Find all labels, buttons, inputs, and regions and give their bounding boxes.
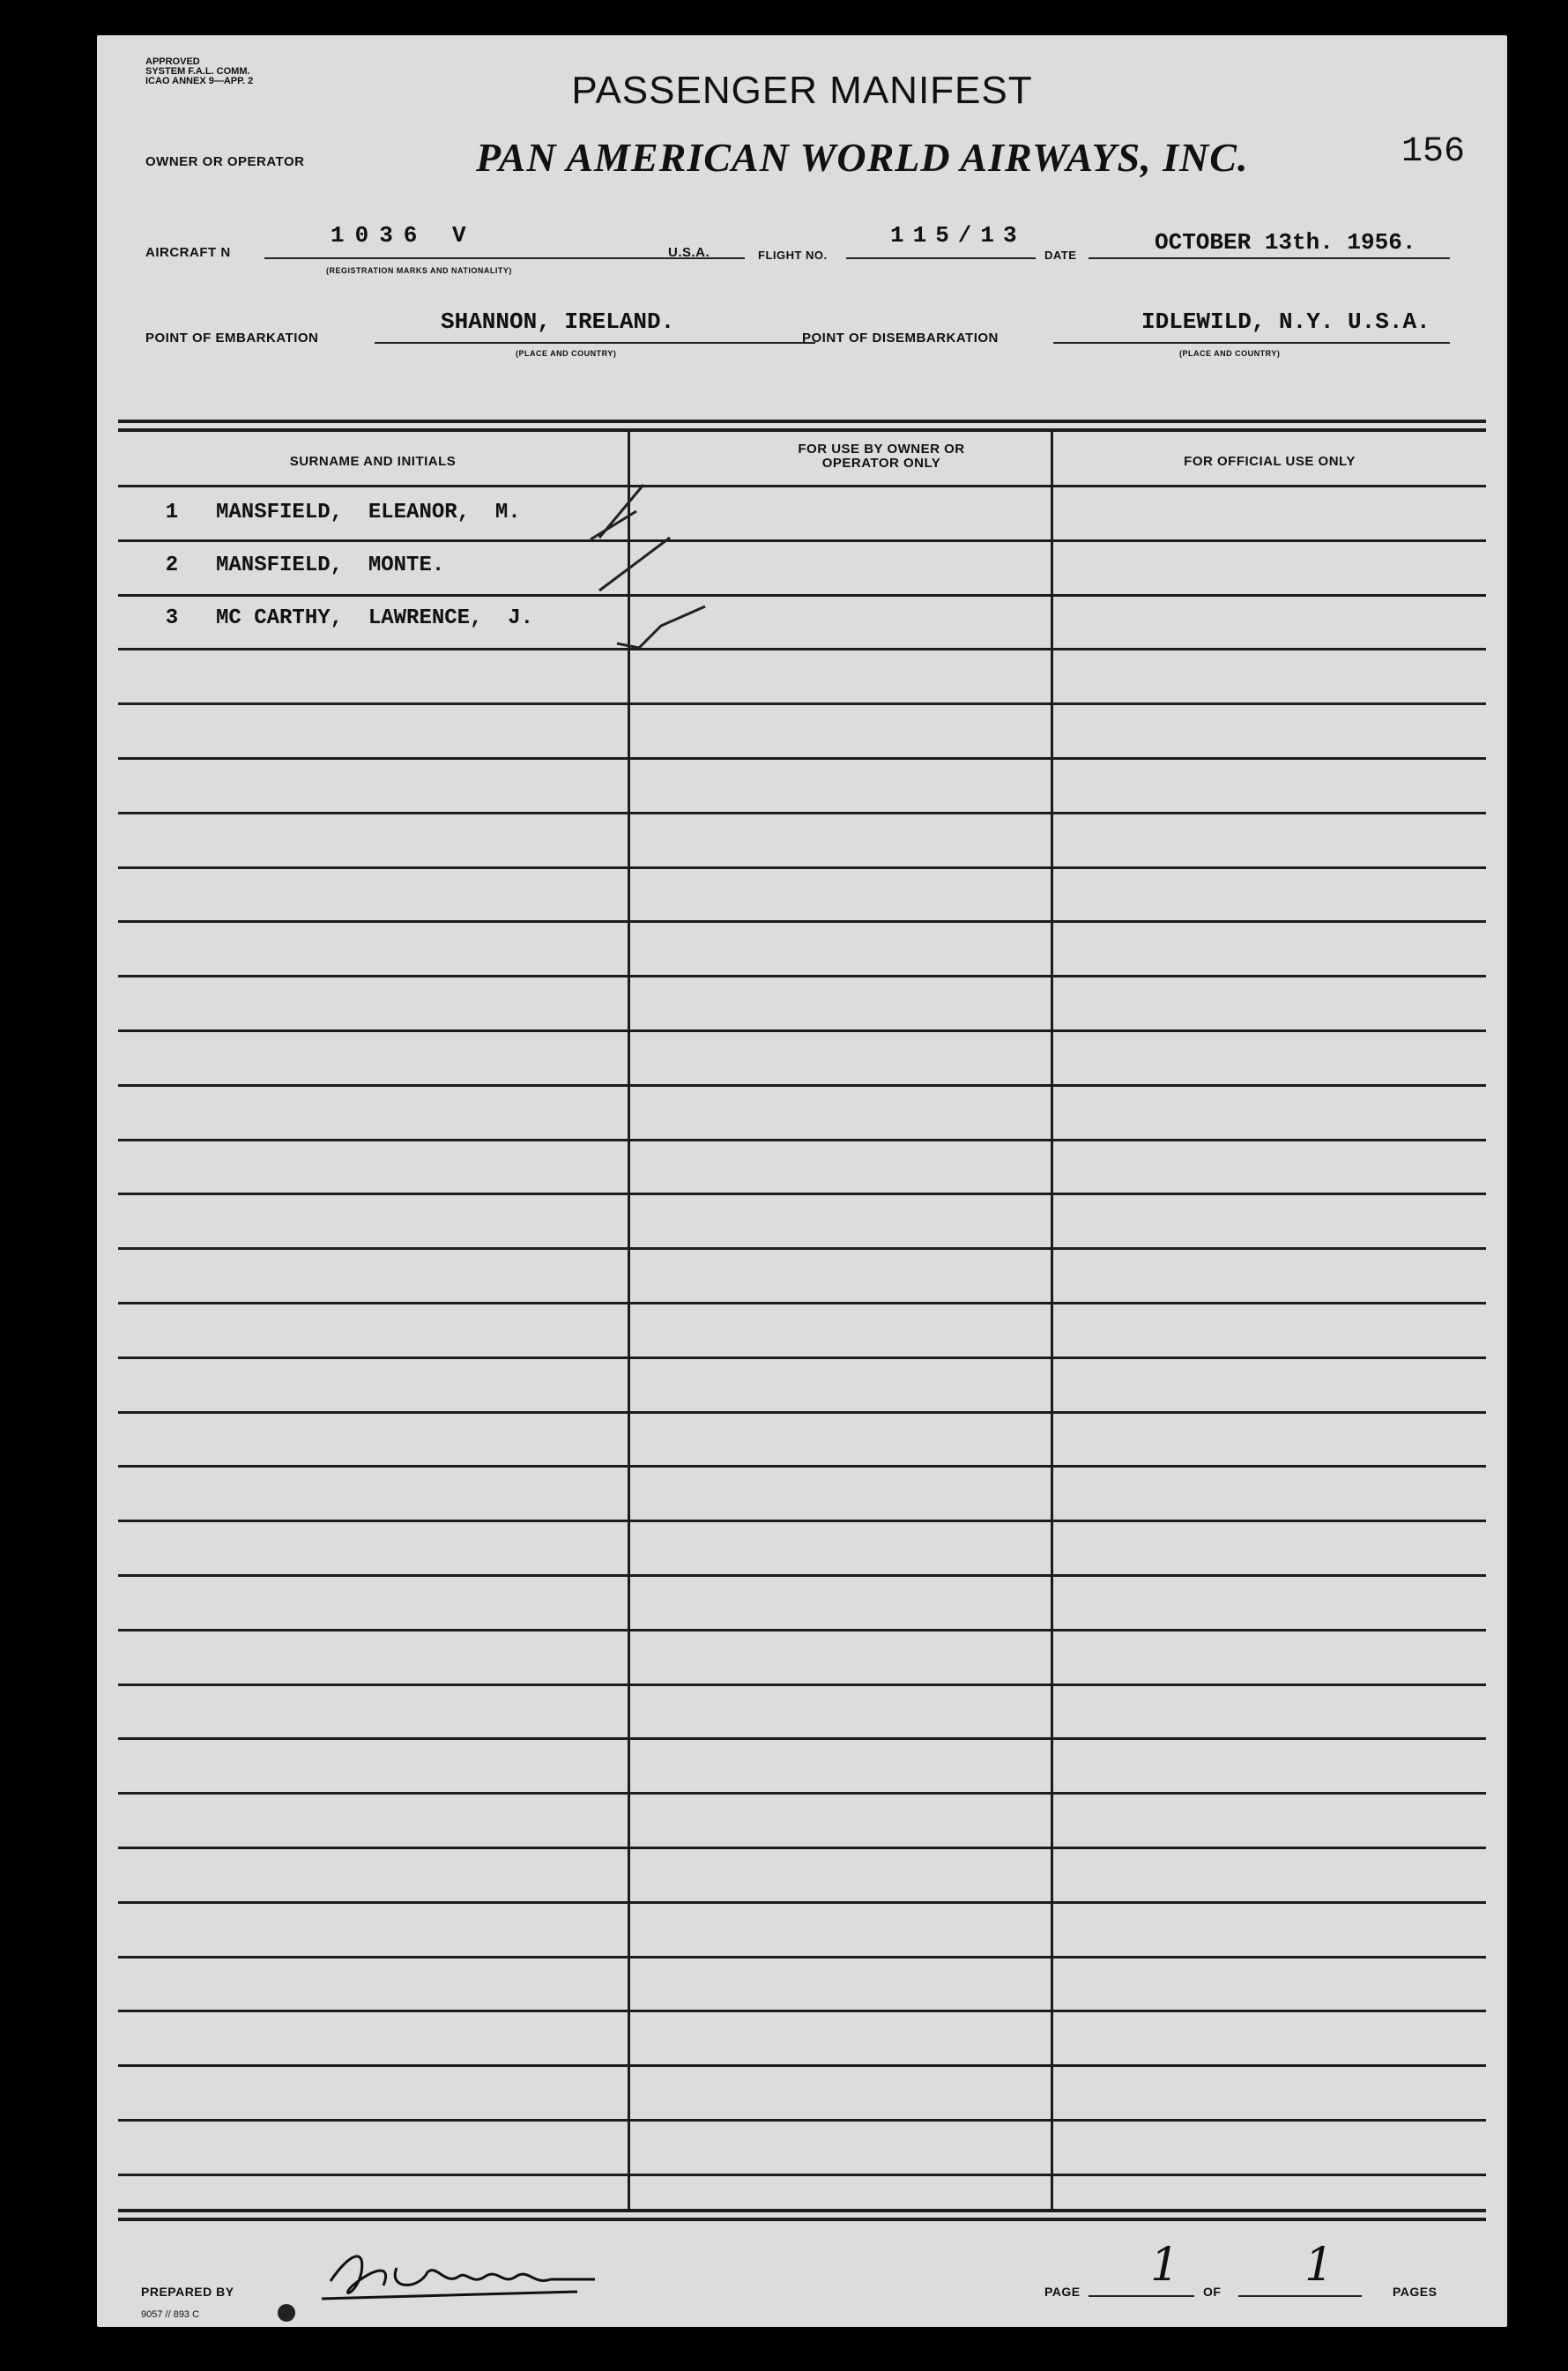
embark-sub: (PLACE AND COUNTRY) bbox=[516, 349, 617, 358]
form-code: 9057 // 893 C bbox=[141, 2309, 200, 2320]
ruled-row-line bbox=[118, 975, 1486, 977]
table-top-rule bbox=[118, 420, 1486, 423]
ruled-row-line bbox=[118, 812, 1486, 814]
passenger-name: MC CARTHY, LAWRENCE, J. bbox=[216, 606, 534, 630]
ruled-row-line bbox=[118, 485, 1486, 487]
flight-label: FLIGHT NO. bbox=[758, 249, 828, 262]
of-underline bbox=[1238, 2265, 1362, 2297]
ruled-row-line bbox=[118, 539, 1486, 542]
page-value: 1 bbox=[1150, 2239, 1180, 2292]
ruled-row-line bbox=[118, 1792, 1486, 1795]
row-number: 1 bbox=[165, 501, 179, 524]
column-divider bbox=[1051, 432, 1053, 2212]
disembark-sub: (PLACE AND COUNTRY) bbox=[1179, 349, 1281, 358]
table-bottom-rule bbox=[118, 2209, 1486, 2212]
embark-label: POINT OF EMBARKATION bbox=[145, 331, 319, 346]
ruled-row-line bbox=[118, 1847, 1486, 1849]
embark-value: SHANNON, IRELAND. bbox=[441, 308, 675, 335]
ruled-row-line bbox=[118, 1302, 1486, 1304]
ruled-row-line bbox=[118, 1139, 1486, 1141]
ruled-row-line bbox=[118, 2119, 1486, 2122]
aircraft-sub: (REGISTRATION MARKS AND NATIONALITY) bbox=[326, 266, 512, 275]
ruled-row-line bbox=[118, 1247, 1486, 1250]
pages-label: PAGES bbox=[1393, 2285, 1438, 2299]
form-title: PASSENGER MANIFEST bbox=[571, 69, 1033, 112]
of-label: OF bbox=[1203, 2285, 1222, 2299]
aircraft-value: 1036 V bbox=[331, 222, 477, 249]
ruled-row-line bbox=[118, 1901, 1486, 1904]
ruled-row-line bbox=[118, 594, 1486, 597]
flight-value: 115/13 bbox=[890, 222, 1026, 249]
ruled-row-line bbox=[118, 1084, 1486, 1087]
table-bottom-rule bbox=[118, 2218, 1486, 2221]
ruled-row-line bbox=[118, 2064, 1486, 2067]
signature-icon bbox=[313, 2237, 604, 2308]
owner-value: PAN AMERICAN WORLD AIRWAYS, INC. bbox=[476, 135, 1249, 180]
ruled-row-line bbox=[118, 920, 1486, 923]
approval-line: APPROVED bbox=[145, 56, 200, 67]
header-surname: SURNAME AND INITIALS bbox=[289, 454, 457, 469]
date-label: DATE bbox=[1044, 249, 1077, 262]
ruled-row-line bbox=[118, 1411, 1486, 1414]
sheet-number: 156 bbox=[1401, 132, 1466, 172]
ruled-row-line bbox=[118, 1629, 1486, 1631]
date-value: OCTOBER 13th. 1956. bbox=[1155, 229, 1416, 256]
table-top-rule bbox=[118, 428, 1486, 432]
row-number: 3 bbox=[165, 606, 179, 630]
ruled-row-line bbox=[118, 1956, 1486, 1958]
ruled-row-line bbox=[118, 1574, 1486, 1577]
pages-value: 1 bbox=[1304, 2239, 1334, 2292]
ruled-row-line bbox=[118, 2010, 1486, 2012]
ruled-row-line bbox=[118, 702, 1486, 705]
union-bug-icon bbox=[278, 2304, 295, 2322]
column-divider bbox=[628, 432, 630, 2212]
header-official-use: FOR OFFICIAL USE ONLY bbox=[1184, 454, 1356, 469]
manifest-sheet bbox=[97, 35, 1507, 2327]
approval-line: SYSTEM F.A.L. COMM. bbox=[145, 66, 250, 77]
aircraft-label: AIRCRAFT N bbox=[145, 245, 231, 260]
owner-label: OWNER OR OPERATOR bbox=[145, 154, 305, 169]
ruled-row-line bbox=[118, 1356, 1486, 1359]
ruled-row-line bbox=[118, 1683, 1486, 1686]
ruled-row-line bbox=[118, 866, 1486, 869]
disembark-label: POINT OF DISEMBARKATION bbox=[802, 331, 999, 346]
ruled-row-line bbox=[118, 1520, 1486, 1522]
ruled-row-line bbox=[118, 648, 1486, 650]
prepared-by-label: PREPARED BY bbox=[141, 2285, 234, 2299]
ruled-row-line bbox=[118, 1737, 1486, 1740]
passenger-name: MANSFIELD, MONTE. bbox=[216, 554, 445, 577]
ruled-row-line bbox=[118, 1193, 1486, 1195]
ruled-row-line bbox=[118, 2174, 1486, 2176]
row-number: 2 bbox=[165, 554, 179, 577]
passenger-name: MANSFIELD, ELEANOR, M. bbox=[216, 501, 521, 524]
usa-label: U.S.A. bbox=[668, 245, 710, 260]
approval-line: ICAO ANNEX 9—APP. 2 bbox=[145, 76, 254, 86]
ruled-row-line bbox=[118, 757, 1486, 760]
disembark-value: IDLEWILD, N.Y. U.S.A. bbox=[1141, 308, 1431, 335]
page-label: PAGE bbox=[1044, 2285, 1081, 2299]
checkmark-icon bbox=[573, 476, 802, 679]
ruled-row-line bbox=[118, 1029, 1486, 1032]
ruled-row-line bbox=[118, 1465, 1486, 1468]
header-owner-use: FOR USE BY OWNER OR OPERATOR ONLY bbox=[798, 442, 965, 471]
